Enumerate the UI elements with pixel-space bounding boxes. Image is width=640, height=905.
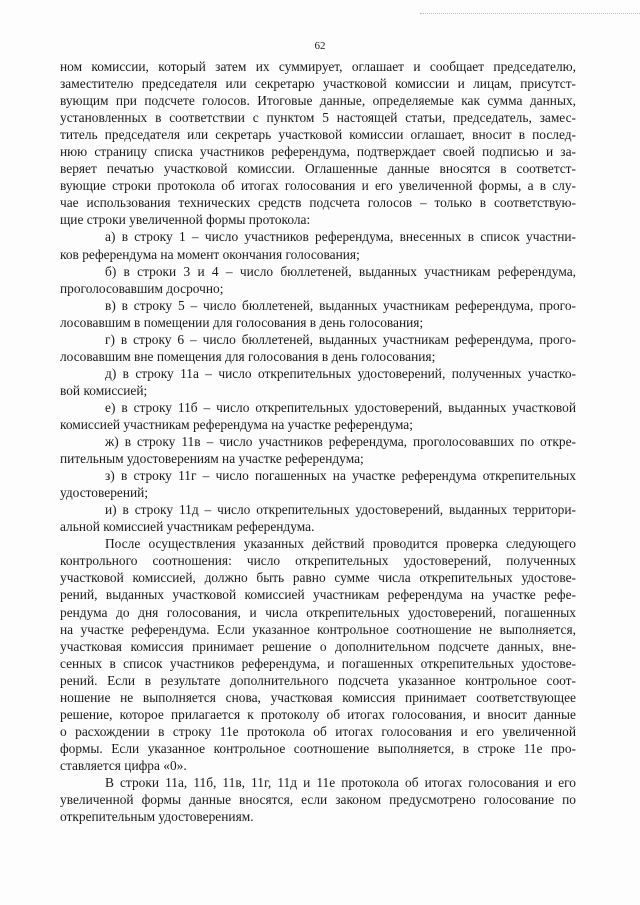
text-line: б) в строки 3 и 4 – число бюллетеней, выданных участникам референдума, [105, 263, 576, 279]
page-number: 62 [314, 40, 326, 52]
text-line: заместителю председателя или секретарю участковой комиссии и лицам, присутст- [60, 76, 576, 92]
text-line: проголосовавшим досрочно; [60, 280, 224, 296]
text-line: нюю страницу списка участников референдума, подтверждает своей подписью и за- [60, 144, 576, 160]
text-line: на участке референдума. Если указанное контрольное соотношение не выполняется, [60, 621, 576, 637]
text-line: ношение не выполняется снова, участковая комиссия принимает соответствующее [60, 689, 576, 705]
text-line: в) в строку 5 – число бюллетеней, выданных участникам референдума, прого- [105, 297, 576, 313]
text-line: удостоверений; [60, 485, 149, 501]
text-line: титель председателя или секретарь участковой комиссии оглашает, вносит в послед- [60, 127, 576, 143]
text-line: контрольного соотношения: число открепительных удостоверений, полученных [60, 553, 576, 569]
text-line: установленных в соответствии с пунктом 5 настоящей статьи, председатель, замес- [60, 110, 576, 126]
text-line: веряет печатью участковой комиссии. Оглашенные данные вносятся в соответст- [60, 161, 576, 177]
text-line: участковой комиссией, должно быть равно сумме числа открепительных удостове- [60, 570, 576, 586]
text-line: вующим при подсчете голосов. Итоговые данные, определяемые как сумма данных, [60, 93, 576, 109]
text-line: а) в строку 1 – число участников референдума, внесенных в список участни- [105, 229, 576, 245]
text-line: рендума до дня голосования, и числа открепительных удостоверений, погашенных [60, 604, 576, 620]
text-line: альной комиссией участникам референдума. [60, 519, 315, 535]
text-line: рений. Если в результате дополнительного подсчета указанное контрольное соот- [60, 672, 576, 688]
text-line: г) в строку 6 – число бюллетеней, выданных участникам референдума, прого- [105, 331, 576, 347]
text-line: вующие строки протокола об итогах голосования и его увеличенной формы, а в слу- [60, 178, 576, 194]
text-line: участковая комиссия принимает решение о дополнительном подсчете данных, вне- [60, 638, 576, 654]
text-line: д) в строку 11а – число открепительных удостоверений, полученных участко- [105, 365, 576, 381]
text-line: е) в строку 11б – число открепительных удостоверений, выданных участковой [105, 399, 576, 415]
text-line: формы. Если указанное контрольное соотношение выполняется, в строке 11е про- [60, 740, 576, 756]
text-line: ков референдума на момент окончания голосования; [60, 246, 360, 262]
text-line: о расхождении в строку 11е протокола об итогах голосования и его увеличенной [60, 723, 576, 739]
document-body-text [60, 58, 576, 825]
scan-edge-mark [420, 0, 640, 14]
text-line: лосовавшим в помещении для голосования в день голосования; [60, 314, 424, 330]
text-line: После осуществления указанных действий проводится проверка следующего [105, 536, 576, 552]
text-line: ж) в строку 11в – число участников референдума, проголосовавших по откре- [105, 434, 576, 450]
text-line: и) в строку 11д – число открепительных удостоверений, выданных территори- [105, 502, 576, 518]
text-line: щие строки увеличенной формы протокола: [60, 212, 311, 228]
text-line: открепительным удостоверениям. [60, 809, 254, 825]
text-line: решение, которое прилагается к протоколу об итогах голосования, и вносит данные [60, 706, 576, 722]
text-line: чае использования технических средств подсчета голосов – только в соответствую- [60, 195, 576, 211]
text-line: ставляется цифра «0». [60, 757, 187, 773]
text-line: рений, выданных участковой комиссией участникам референдума на участке рефе- [60, 587, 576, 603]
text-line: комиссией участникам референдума на участке референдума; [60, 416, 413, 432]
text-line: сенных в список участников референдума, и погашенных открепительных удостове- [60, 655, 576, 671]
text-line: лосовавшим вне помещения для голосования в день голосования; [60, 348, 436, 364]
text-line: В строки 11а, 11б, 11в, 11г, 11д и 11е протокола об итогах голосования и его [105, 774, 576, 790]
text-line: вой комиссией; [60, 382, 148, 398]
text-line: ном комиссии, который затем их суммирует, оглашает и сообщает председателю, [60, 59, 576, 74]
text-line: з) в строку 11г – число погашенных на участке референдума открепительных [105, 468, 576, 484]
text-line: увеличенной формы данные вносятся, если законом предусмотрено голосование по [60, 792, 576, 808]
text-line: пительным удостоверениям на участке референдума; [60, 451, 364, 467]
